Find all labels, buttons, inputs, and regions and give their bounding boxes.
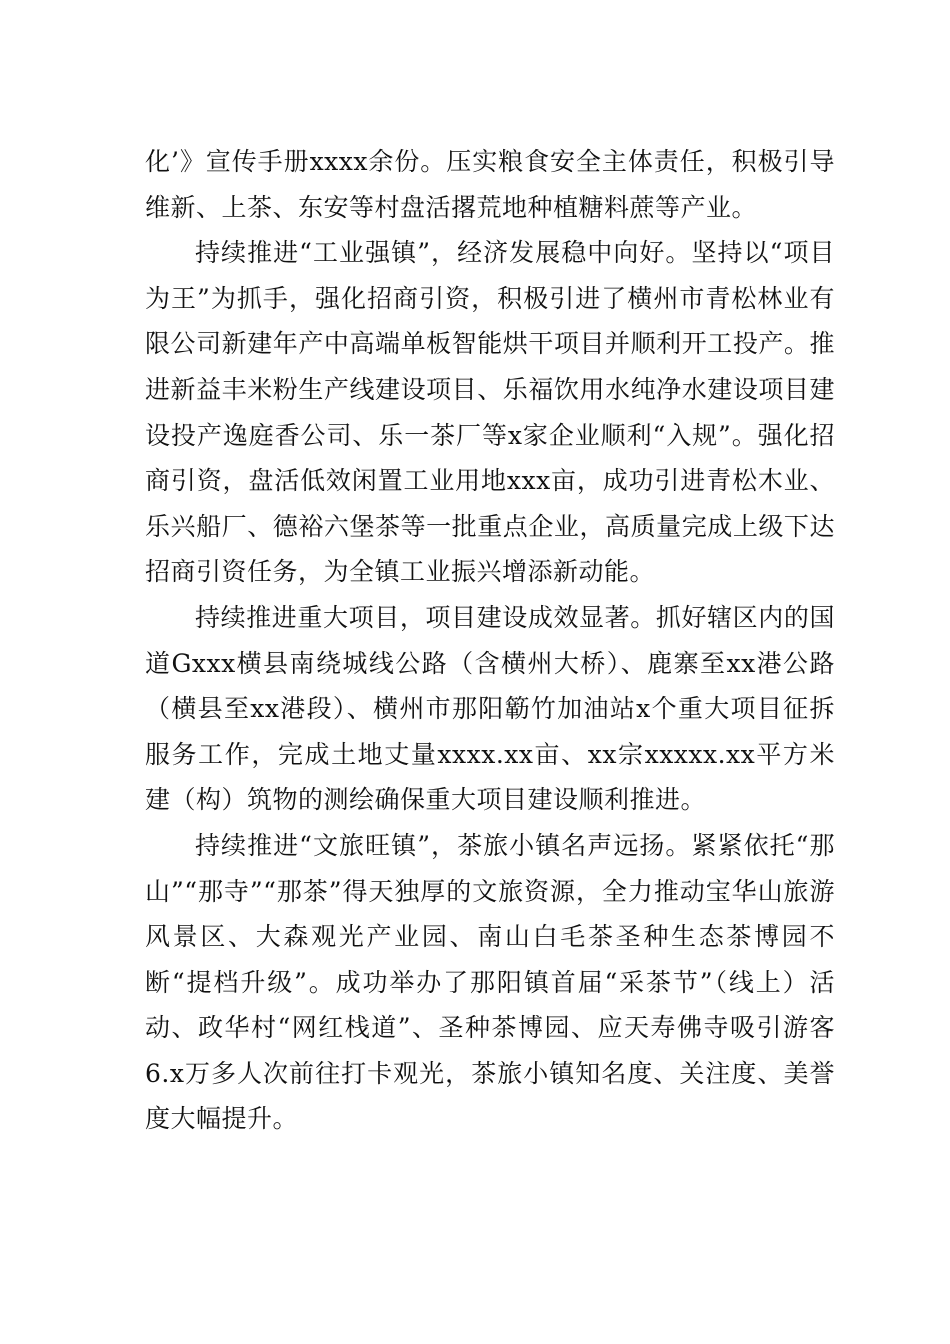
paragraph-continued: 化’》宣传手册xxxx余份。压实粮食安全主体责任，积极引导维新、上茶、东安等村盘活撂荒地种植糖料蔗等产业。: [145, 147, 835, 222]
paragraph-major-projects: 持续推进重大项目，项目建设成效显著。抓好辖区内的国道Gxxx横县南绕城线公路（含横州大桥）、鹿寨至xx港公路（横县至xx港段）、横州市那阳簕竹加油站x个重大项目征拆服务工作，完成土地丈量xxxx.xx亩、xx宗xxxxx.xx平方米建（构）筑物的测绘确保重大项目建设顺利推进。: [145, 602, 835, 815]
paragraph-industry: 持续推进“工业强镇”，经济发展稳中向好。坚持以“项目为王”为抓手，强化招商引资，积极引进了横州市青松林业有限公司新建年产中高端单板智能烘干项目并顺利开工投产。推进新益丰米粉生产线建设项目、乐福饮用水纯净水建设项目建设投产逸庭香公司、乐一茶厂等x家企业顺利“入规”。强化招商引资，盘活低效闲置工业用地xxx亩，成功引进青松木业、乐兴船厂、德裕六堡茶等一批重点企业，高质量完成上级下达招商引资任务，为全镇工业振兴增添新动能。: [145, 238, 835, 587]
document-body: [145, 139, 835, 1142]
paragraph-culture-tourism: 持续推进“文旅旺镇”，茶旅小镇名声远扬。紧紧依托“那山”“那寺”“那茶”得天独厚的文旅资源，全力推动宝华山旅游风景区、大森观光产业园、南山白毛茶圣种生态茶博园不断“提档升级”。成功举办了那阳镇首届“采茶节”（线上）活动、政华村“网红栈道”、圣种茶博园、应天寿佛寺吸引游客6.x万多人次前往打卡观光，茶旅小镇知名度、关注度、美誉度大幅提升。: [145, 830, 835, 1134]
